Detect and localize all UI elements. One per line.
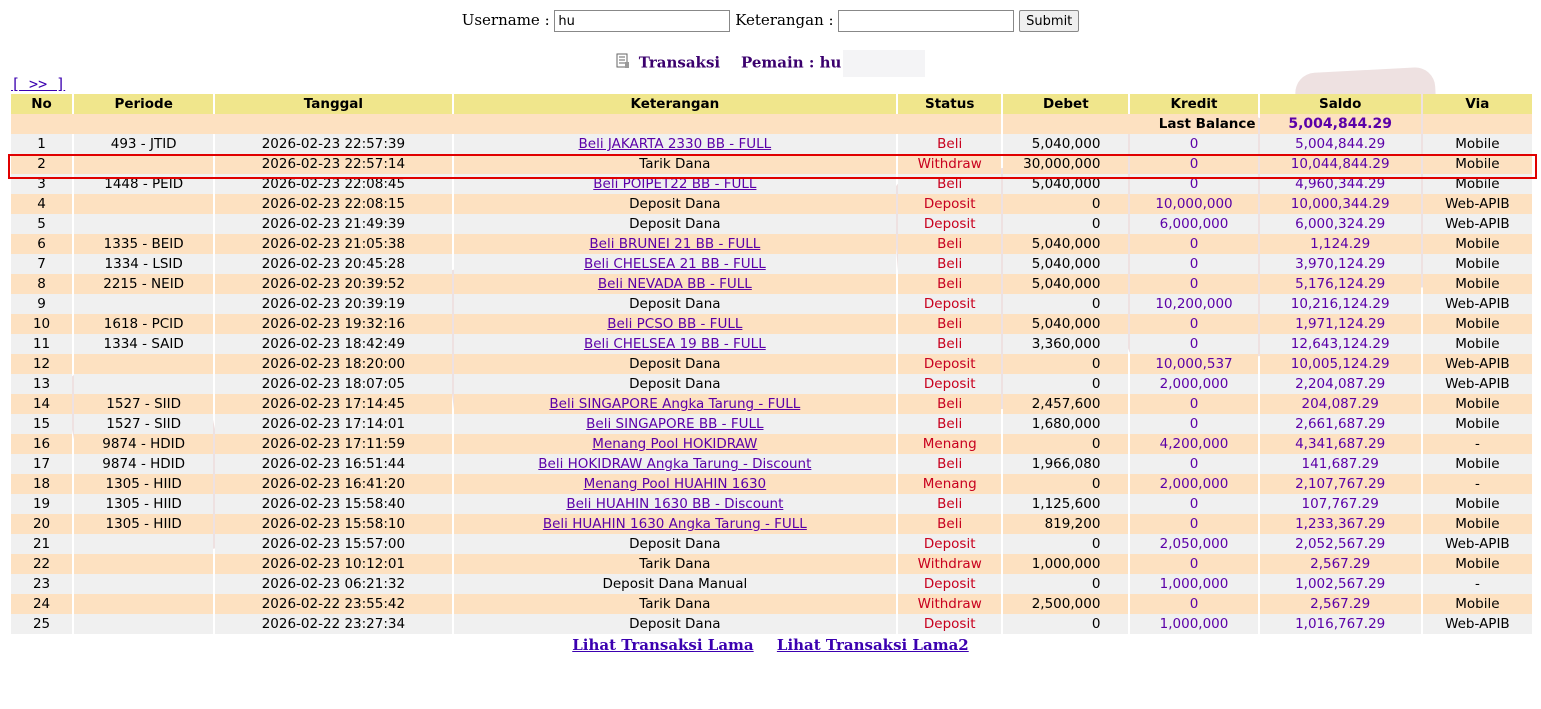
cell-status: Beli bbox=[898, 394, 1001, 414]
cell-via: Web-APIB bbox=[1423, 214, 1532, 234]
cell-keterangan bbox=[454, 274, 897, 294]
cell-no: 17 bbox=[11, 454, 72, 474]
cell-periode: 9874 - HDID bbox=[74, 434, 213, 454]
cell-saldo: 204,087.29 bbox=[1260, 394, 1421, 414]
cell-debet: 0 bbox=[1003, 374, 1128, 394]
cell-kredit: 10,000,537 bbox=[1130, 354, 1257, 374]
table-row bbox=[11, 294, 1532, 314]
last-balance-spacer bbox=[11, 114, 1001, 134]
redaction-box bbox=[843, 50, 925, 77]
table-row bbox=[11, 334, 1532, 354]
submit-button[interactable]: Submit bbox=[1019, 10, 1079, 32]
cell-saldo: 12,643,124.29 bbox=[1260, 334, 1421, 354]
keterangan-link[interactable]: Beli POIPET22 BB - FULL bbox=[593, 176, 757, 192]
cell-saldo: 1,124.29 bbox=[1260, 234, 1421, 254]
cell-periode bbox=[74, 554, 213, 574]
keterangan-link[interactable]: Beli CHELSEA 19 BB - FULL bbox=[583, 336, 766, 352]
table-row bbox=[11, 374, 1532, 394]
table-row bbox=[11, 534, 1532, 554]
cell-saldo: 2,567.29 bbox=[1260, 554, 1421, 574]
col-header-keterangan: Keterangan bbox=[454, 94, 897, 114]
cell-no: 13 bbox=[11, 374, 72, 394]
cell-tanggal: 2026-02-23 21:05:38 bbox=[215, 234, 451, 254]
cell-saldo: 2,052,567.29 bbox=[1260, 534, 1421, 554]
cell-tanggal: 2026-02-23 17:14:01 bbox=[215, 414, 451, 434]
cell-keterangan: Deposit Dana bbox=[454, 614, 897, 634]
cell-keterangan bbox=[454, 394, 897, 414]
cell-periode: 1618 - PCID bbox=[74, 314, 213, 334]
cell-keterangan: Deposit Dana bbox=[454, 194, 897, 214]
cell-periode bbox=[74, 534, 213, 554]
cell-via: Mobile bbox=[1423, 314, 1532, 334]
cell-periode bbox=[74, 574, 213, 594]
cell-kredit: 0 bbox=[1130, 514, 1257, 534]
col-header-debet: Debet bbox=[1003, 94, 1128, 114]
table-row bbox=[11, 354, 1532, 374]
cell-tanggal: 2026-02-23 19:32:16 bbox=[215, 314, 451, 334]
cell-status: Withdraw bbox=[898, 154, 1001, 174]
cell-kredit: 0 bbox=[1130, 274, 1257, 294]
cell-periode bbox=[74, 354, 213, 374]
table-row bbox=[11, 494, 1532, 514]
next-page-link[interactable]: [ >> ] bbox=[11, 75, 66, 93]
cell-keterangan: Deposit Dana bbox=[454, 374, 897, 394]
cell-no: 18 bbox=[11, 474, 72, 494]
cell-periode: 1448 - PEID bbox=[74, 174, 213, 194]
transaction-table bbox=[9, 94, 1534, 634]
title-transaksi: Transaksi bbox=[638, 53, 721, 72]
cell-debet: 0 bbox=[1003, 574, 1128, 594]
cell-via: Web-APIB bbox=[1423, 294, 1532, 314]
cell-kredit: 1,000,000 bbox=[1130, 614, 1257, 634]
cell-via: Web-APIB bbox=[1423, 354, 1532, 374]
table-row bbox=[11, 554, 1532, 574]
table-row bbox=[11, 234, 1532, 254]
cell-via: Web-APIB bbox=[1423, 614, 1532, 634]
cell-periode bbox=[74, 214, 213, 234]
col-header-via: Via bbox=[1423, 94, 1532, 114]
cell-tanggal: 2026-02-23 18:42:49 bbox=[215, 334, 451, 354]
cell-kredit: 0 bbox=[1130, 174, 1257, 194]
cell-kredit: 0 bbox=[1130, 254, 1257, 274]
keterangan-link[interactable]: Beli HUAHIN 1630 BB - Discount bbox=[566, 496, 784, 512]
keterangan-link[interactable]: Beli BRUNEI 21 BB - FULL bbox=[589, 236, 761, 252]
keterangan-link[interactable]: Beli SINGAPORE BB - FULL bbox=[586, 416, 764, 432]
cell-via: Mobile bbox=[1423, 174, 1532, 194]
cell-via: Mobile bbox=[1423, 594, 1532, 614]
cell-no: 23 bbox=[11, 574, 72, 594]
cell-debet: 5,040,000 bbox=[1003, 134, 1128, 154]
cell-via: Mobile bbox=[1423, 254, 1532, 274]
cell-kredit: 0 bbox=[1130, 454, 1257, 474]
table-row bbox=[11, 394, 1532, 414]
cell-keterangan: Tarik Dana bbox=[454, 594, 897, 614]
cell-debet: 5,040,000 bbox=[1003, 274, 1128, 294]
cell-no: 5 bbox=[11, 214, 72, 234]
last-balance-via bbox=[1423, 114, 1532, 134]
cell-status: Beli bbox=[898, 314, 1001, 334]
cell-status: Beli bbox=[898, 274, 1001, 294]
cell-no: 4 bbox=[11, 194, 72, 214]
document-icon bbox=[616, 53, 630, 69]
cell-kredit: 2,000,000 bbox=[1130, 374, 1257, 394]
col-header-status: Status bbox=[898, 94, 1001, 114]
cell-debet: 1,680,000 bbox=[1003, 414, 1128, 434]
cell-kredit: 0 bbox=[1130, 394, 1257, 414]
cell-periode: 1305 - HIID bbox=[74, 474, 213, 494]
cell-keterangan bbox=[454, 474, 897, 494]
table-row bbox=[11, 154, 1532, 174]
table-row bbox=[11, 194, 1532, 214]
cell-saldo: 107,767.29 bbox=[1260, 494, 1421, 514]
cell-saldo: 2,661,687.29 bbox=[1260, 414, 1421, 434]
cell-no: 20 bbox=[11, 514, 72, 534]
cell-via: - bbox=[1423, 434, 1532, 454]
cell-saldo: 10,005,124.29 bbox=[1260, 354, 1421, 374]
keterangan-link[interactable]: Beli NEVADA BB - FULL bbox=[597, 276, 752, 292]
cell-via: - bbox=[1423, 574, 1532, 594]
table-row bbox=[11, 594, 1532, 614]
col-header-no: No bbox=[11, 94, 72, 114]
cell-periode: 2215 - NEID bbox=[74, 274, 213, 294]
cell-via: Web-APIB bbox=[1423, 534, 1532, 554]
table-row bbox=[11, 174, 1532, 194]
cell-via: Mobile bbox=[1423, 414, 1532, 434]
cell-periode bbox=[74, 614, 213, 634]
last-balance-row bbox=[11, 114, 1532, 134]
cell-keterangan: Tarik Dana bbox=[454, 554, 897, 574]
cell-tanggal: 2026-02-23 21:49:39 bbox=[215, 214, 451, 234]
cell-via: Mobile bbox=[1423, 554, 1532, 574]
cell-saldo: 141,687.29 bbox=[1260, 454, 1421, 474]
cell-status: Deposit bbox=[898, 214, 1001, 234]
cell-status: Deposit bbox=[898, 534, 1001, 554]
cell-debet: 1,966,080 bbox=[1003, 454, 1128, 474]
cell-debet: 0 bbox=[1003, 614, 1128, 634]
cell-keterangan bbox=[454, 134, 897, 154]
cell-tanggal: 2026-02-22 23:55:42 bbox=[215, 594, 451, 614]
cell-keterangan bbox=[454, 314, 897, 334]
cell-via: Mobile bbox=[1423, 134, 1532, 154]
cell-no: 16 bbox=[11, 434, 72, 454]
cell-via: Mobile bbox=[1423, 454, 1532, 474]
cell-keterangan: Deposit Dana bbox=[454, 354, 897, 374]
cell-via: Mobile bbox=[1423, 334, 1532, 354]
old-transactions-link[interactable]: Lihat Transaksi Lama bbox=[572, 636, 754, 654]
cell-tanggal: 2026-02-22 23:27:34 bbox=[215, 614, 451, 634]
cell-kredit: 0 bbox=[1130, 334, 1257, 354]
cell-saldo: 4,341,687.29 bbox=[1260, 434, 1421, 454]
cell-periode: 1334 - SAID bbox=[74, 334, 213, 354]
cell-saldo: 10,000,344.29 bbox=[1260, 194, 1421, 214]
cell-kredit: 0 bbox=[1130, 494, 1257, 514]
keterangan-link[interactable]: Beli SINGAPORE Angka Tarung - FULL bbox=[549, 396, 801, 412]
cell-status: Deposit bbox=[898, 354, 1001, 374]
table-row bbox=[11, 214, 1532, 234]
cell-saldo: 2,567.29 bbox=[1260, 594, 1421, 614]
cell-no: 25 bbox=[11, 614, 72, 634]
cell-tanggal: 2026-02-23 15:58:40 bbox=[215, 494, 451, 514]
cell-kredit: 0 bbox=[1130, 554, 1257, 574]
cell-status: Deposit bbox=[898, 374, 1001, 394]
cell-kredit: 0 bbox=[1130, 154, 1257, 174]
col-header-saldo: Saldo bbox=[1260, 94, 1421, 114]
cell-kredit: 10,000,000 bbox=[1130, 194, 1257, 214]
cell-saldo: 10,044,844.29 bbox=[1260, 154, 1421, 174]
cell-status: Deposit bbox=[898, 614, 1001, 634]
cell-periode bbox=[74, 154, 213, 174]
cell-tanggal: 2026-02-23 20:39:52 bbox=[215, 274, 451, 294]
col-header-periode: Periode bbox=[74, 94, 213, 114]
cell-tanggal: 2026-02-23 06:21:32 bbox=[215, 574, 451, 594]
cell-tanggal: 2026-02-23 22:08:45 bbox=[215, 174, 451, 194]
cell-debet: 2,500,000 bbox=[1003, 594, 1128, 614]
keterangan-link[interactable]: Beli JAKARTA 2330 BB - FULL bbox=[578, 136, 772, 152]
username-label: Username : bbox=[461, 11, 550, 29]
table-row bbox=[11, 574, 1532, 594]
table-row bbox=[11, 134, 1532, 154]
cell-no: 2 bbox=[11, 154, 72, 174]
cell-debet: 0 bbox=[1003, 214, 1128, 234]
cell-via: Web-APIB bbox=[1423, 194, 1532, 214]
cell-via: Mobile bbox=[1423, 394, 1532, 414]
cell-via: Mobile bbox=[1423, 234, 1532, 254]
cell-saldo: 10,216,124.29 bbox=[1260, 294, 1421, 314]
cell-periode: 1527 - SIID bbox=[74, 394, 213, 414]
cell-status: Beli bbox=[898, 514, 1001, 534]
cell-no: 14 bbox=[11, 394, 72, 414]
cell-kredit: 1,000,000 bbox=[1130, 574, 1257, 594]
username-input[interactable] bbox=[554, 10, 730, 32]
cell-via: Mobile bbox=[1423, 154, 1532, 174]
cell-debet: 1,125,600 bbox=[1003, 494, 1128, 514]
cell-tanggal: 2026-02-23 17:14:45 bbox=[215, 394, 451, 414]
table-row bbox=[11, 514, 1532, 534]
cell-keterangan bbox=[454, 434, 897, 454]
cell-saldo: 4,960,344.29 bbox=[1260, 174, 1421, 194]
cell-no: 1 bbox=[11, 134, 72, 154]
title-pemain-value: hu bbox=[819, 53, 842, 72]
cell-periode bbox=[74, 374, 213, 394]
cell-periode bbox=[74, 194, 213, 214]
cell-tanggal: 2026-02-23 18:07:05 bbox=[215, 374, 451, 394]
cell-debet: 5,040,000 bbox=[1003, 234, 1128, 254]
cell-via: Mobile bbox=[1423, 494, 1532, 514]
cell-periode: 1334 - LSID bbox=[74, 254, 213, 274]
cell-status: Beli bbox=[898, 334, 1001, 354]
last-balance-label: Last Balance bbox=[1003, 114, 1257, 134]
cell-keterangan bbox=[454, 254, 897, 274]
cell-debet: 2,457,600 bbox=[1003, 394, 1128, 414]
cell-status: Withdraw bbox=[898, 554, 1001, 574]
cell-via: - bbox=[1423, 474, 1532, 494]
cell-keterangan bbox=[454, 174, 897, 194]
cell-status: Deposit bbox=[898, 294, 1001, 314]
last-balance-value: 5,004,844.29 bbox=[1260, 114, 1421, 134]
cell-no: 3 bbox=[11, 174, 72, 194]
cell-saldo: 2,107,767.29 bbox=[1260, 474, 1421, 494]
cell-no: 7 bbox=[11, 254, 72, 274]
cell-no: 21 bbox=[11, 534, 72, 554]
cell-saldo: 2,204,087.29 bbox=[1260, 374, 1421, 394]
cell-status: Menang bbox=[898, 434, 1001, 454]
cell-kredit: 0 bbox=[1130, 234, 1257, 254]
cell-periode: 1335 - BEID bbox=[74, 234, 213, 254]
cell-tanggal: 2026-02-23 22:57:14 bbox=[215, 154, 451, 174]
cell-tanggal: 2026-02-23 16:41:20 bbox=[215, 474, 451, 494]
table-row bbox=[11, 414, 1532, 434]
cell-keterangan: Tarik Dana bbox=[454, 154, 897, 174]
cell-tanggal: 2026-02-23 16:51:44 bbox=[215, 454, 451, 474]
cell-via: Web-APIB bbox=[1423, 374, 1532, 394]
cell-tanggal: 2026-02-23 15:58:10 bbox=[215, 514, 451, 534]
cell-keterangan bbox=[454, 454, 897, 474]
cell-status: Beli bbox=[898, 234, 1001, 254]
table-row bbox=[11, 454, 1532, 474]
cell-periode: 1305 - HIID bbox=[74, 494, 213, 514]
cell-via: Mobile bbox=[1423, 514, 1532, 534]
table-row bbox=[11, 614, 1532, 634]
cell-debet: 30,000,000 bbox=[1003, 154, 1128, 174]
cell-kredit: 4,200,000 bbox=[1130, 434, 1257, 454]
cell-no: 12 bbox=[11, 354, 72, 374]
cell-status: Beli bbox=[898, 134, 1001, 154]
cell-saldo: 3,970,124.29 bbox=[1260, 254, 1421, 274]
cell-tanggal: 2026-02-23 17:11:59 bbox=[215, 434, 451, 454]
cell-debet: 819,200 bbox=[1003, 514, 1128, 534]
keterangan-link[interactable]: Beli PCSO BB - FULL bbox=[607, 316, 743, 332]
cell-saldo: 1,233,367.29 bbox=[1260, 514, 1421, 534]
cell-no: 8 bbox=[11, 274, 72, 294]
cell-status: Beli bbox=[898, 414, 1001, 434]
cell-kredit: 0 bbox=[1130, 594, 1257, 614]
cell-debet: 5,040,000 bbox=[1003, 174, 1128, 194]
col-header-kredit: Kredit bbox=[1130, 94, 1257, 114]
cell-status: Beli bbox=[898, 254, 1001, 274]
cell-debet: 0 bbox=[1003, 194, 1128, 214]
cell-kredit: 2,050,000 bbox=[1130, 534, 1257, 554]
cell-keterangan: Deposit Dana bbox=[454, 214, 897, 234]
cell-no: 24 bbox=[11, 594, 72, 614]
cell-periode: 1527 - SIID bbox=[74, 414, 213, 434]
cell-status: Beli bbox=[898, 174, 1001, 194]
table-row bbox=[11, 274, 1532, 294]
cell-periode: 9874 - HDID bbox=[74, 454, 213, 474]
cell-keterangan bbox=[454, 414, 897, 434]
cell-keterangan: Deposit Dana Manual bbox=[454, 574, 897, 594]
cell-keterangan bbox=[454, 514, 897, 534]
cell-status: Menang bbox=[898, 474, 1001, 494]
cell-status: Deposit bbox=[898, 194, 1001, 214]
title-pemain-label: Pemain : bbox=[741, 53, 815, 72]
keterangan-link[interactable]: Menang Pool HUAHIN 1630 bbox=[583, 476, 767, 492]
col-header-tanggal: Tanggal bbox=[215, 94, 451, 114]
keterangan-input[interactable] bbox=[838, 10, 1014, 32]
cell-periode bbox=[74, 594, 213, 614]
cell-no: 11 bbox=[11, 334, 72, 354]
cell-no: 15 bbox=[11, 414, 72, 434]
cell-saldo: 6,000,324.29 bbox=[1260, 214, 1421, 234]
table-row bbox=[11, 434, 1532, 454]
cell-tanggal: 2026-02-23 10:12:01 bbox=[215, 554, 451, 574]
cell-tanggal: 2026-02-23 18:20:00 bbox=[215, 354, 451, 374]
cell-tanggal: 2026-02-23 22:57:39 bbox=[215, 134, 451, 154]
cell-status: Withdraw bbox=[898, 594, 1001, 614]
table-row bbox=[11, 254, 1532, 274]
search-form bbox=[0, 10, 1541, 32]
cell-status: Deposit bbox=[898, 574, 1001, 594]
keterangan-label: Keterangan : bbox=[735, 11, 834, 29]
keterangan-link[interactable]: Beli HUAHIN 1630 Angka Tarung - FULL bbox=[542, 516, 807, 532]
cell-periode: 493 - JTID bbox=[74, 134, 213, 154]
cell-tanggal: 2026-02-23 20:39:19 bbox=[215, 294, 451, 314]
cell-debet: 1,000,000 bbox=[1003, 554, 1128, 574]
cell-saldo: 1,016,767.29 bbox=[1260, 614, 1421, 634]
cell-tanggal: 2026-02-23 20:45:28 bbox=[215, 254, 451, 274]
table-header-row bbox=[11, 94, 1532, 114]
cell-via: Mobile bbox=[1423, 274, 1532, 294]
keterangan-link[interactable]: Beli CHELSEA 21 BB - FULL bbox=[583, 256, 766, 272]
cell-debet: 0 bbox=[1003, 354, 1128, 374]
keterangan-link[interactable]: Beli HOKIDRAW Angka Tarung - Discount bbox=[538, 456, 812, 472]
cell-debet: 5,040,000 bbox=[1003, 254, 1128, 274]
cell-status: Beli bbox=[898, 454, 1001, 474]
cell-debet: 0 bbox=[1003, 294, 1128, 314]
old-transactions-2-link[interactable]: Lihat Transaksi Lama2 bbox=[776, 636, 969, 654]
cell-saldo: 5,176,124.29 bbox=[1260, 274, 1421, 294]
cell-tanggal: 2026-02-23 22:08:15 bbox=[215, 194, 451, 214]
cell-kredit: 10,200,000 bbox=[1130, 294, 1257, 314]
cell-no: 6 bbox=[11, 234, 72, 254]
cell-debet: 3,360,000 bbox=[1003, 334, 1128, 354]
cell-debet: 0 bbox=[1003, 474, 1128, 494]
table-row bbox=[11, 474, 1532, 494]
cell-kredit: 0 bbox=[1130, 314, 1257, 334]
cell-keterangan bbox=[454, 494, 897, 514]
cell-periode bbox=[74, 294, 213, 314]
table-row bbox=[11, 314, 1532, 334]
cell-debet: 0 bbox=[1003, 534, 1128, 554]
cell-saldo: 1,971,124.29 bbox=[1260, 314, 1421, 334]
cell-saldo: 5,004,844.29 bbox=[1260, 134, 1421, 154]
cell-no: 9 bbox=[11, 294, 72, 314]
cell-status: Beli bbox=[898, 494, 1001, 514]
cell-no: 22 bbox=[11, 554, 72, 574]
cell-kredit: 0 bbox=[1130, 414, 1257, 434]
cell-keterangan: Deposit Dana bbox=[454, 534, 897, 554]
cell-tanggal: 2026-02-23 15:57:00 bbox=[215, 534, 451, 554]
cell-debet: 5,040,000 bbox=[1003, 314, 1128, 334]
keterangan-link[interactable]: Menang Pool HOKIDRAW bbox=[592, 436, 758, 452]
cell-saldo: 1,002,567.29 bbox=[1260, 574, 1421, 594]
cell-kredit: 6,000,000 bbox=[1130, 214, 1257, 234]
cell-no: 19 bbox=[11, 494, 72, 514]
cell-keterangan bbox=[454, 334, 897, 354]
cell-keterangan: Deposit Dana bbox=[454, 294, 897, 314]
cell-no: 10 bbox=[11, 314, 72, 334]
page-title bbox=[0, 50, 1541, 77]
cell-kredit: 0 bbox=[1130, 134, 1257, 154]
footer-links bbox=[0, 636, 1541, 654]
cell-periode: 1305 - HIID bbox=[74, 514, 213, 534]
cell-debet: 0 bbox=[1003, 434, 1128, 454]
cell-keterangan bbox=[454, 234, 897, 254]
cell-kredit: 2,000,000 bbox=[1130, 474, 1257, 494]
